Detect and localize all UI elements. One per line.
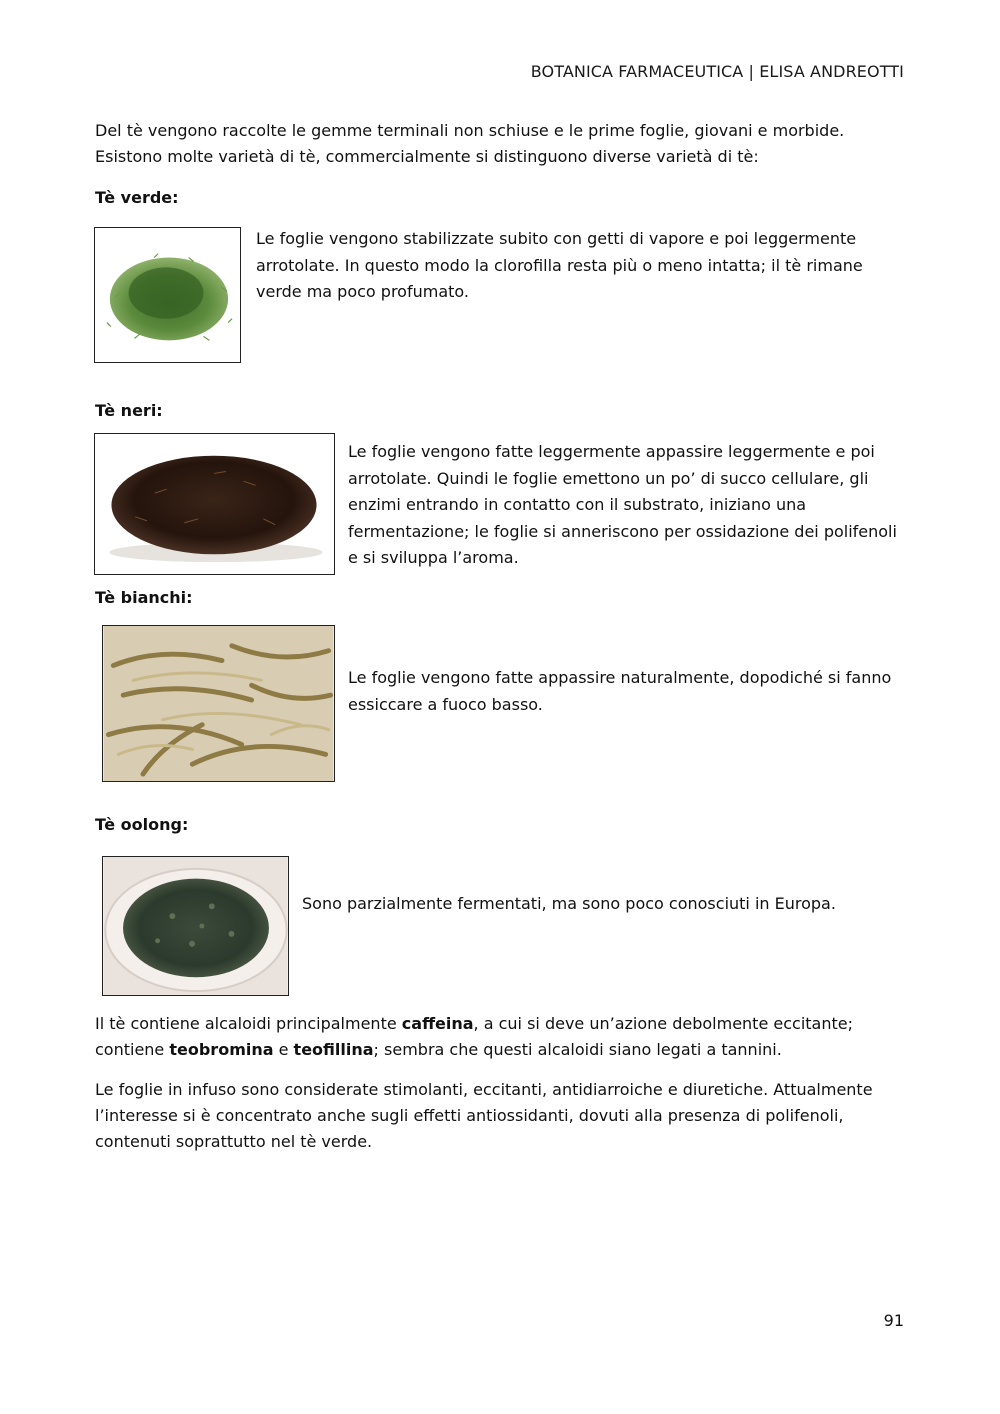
oolong-tea-illustration bbox=[103, 857, 288, 995]
white-tea-illustration bbox=[103, 626, 334, 781]
white-tea-photo bbox=[102, 625, 335, 782]
alkaloids-text-3: contiene bbox=[95, 1040, 170, 1059]
alkaloids-text-5: ; sembra che questi alcaloidi siano legati a tannini. bbox=[373, 1040, 782, 1059]
alkaloids-text-2: , a cui si deve un’azione debolmente eccitante; bbox=[473, 1014, 853, 1033]
alkaloids-text-1: Il tè contiene alcaloidi principalmente bbox=[95, 1014, 402, 1033]
teobromina-term: teobromina bbox=[169, 1040, 274, 1059]
effects-line-2: l’interesse si è concentrato anche sugli effetti antiossidanti, dovuti alla presenza di polifenoli, bbox=[95, 1106, 844, 1125]
heading-te-neri: Tè neri: bbox=[95, 401, 163, 420]
running-header: BOTANICA FARMACEUTICA | ELISA ANDREOTTI bbox=[530, 62, 904, 81]
te-oolong-description: Sono parzialmente fermentati, ma sono poco conosciuti in Europa. bbox=[302, 894, 836, 913]
effects-line-1: Le foglie in infuso sono considerate stimolanti, eccitanti, antidiarroiche e diuretiche. Attualmente bbox=[95, 1080, 873, 1099]
intro-paragraph bbox=[95, 118, 905, 170]
te-verde-description: Le foglie vengono stabilizzate subito con getti di vapore e poi leggermente arrotolate. In questo modo la clorofilla resta più o meno intatta; il tè rimane verde ma poco profumato. bbox=[256, 229, 863, 301]
green-tea-illustration bbox=[95, 228, 240, 362]
alkaloids-line-2 bbox=[95, 1037, 905, 1063]
green-tea-photo bbox=[94, 227, 241, 363]
intro-line-2: Esistono molte varietà di tè, commercialmente si distinguono diverse varietà di tè: bbox=[95, 147, 759, 166]
alkaloids-paragraph bbox=[95, 1011, 905, 1063]
black-tea-photo bbox=[94, 433, 335, 575]
te-neri-description: Le foglie vengono fatte leggermente appassire leggermente e poi arrotolate. Quindi le foglie emettono un po’ di succo cellulare, gli enzimi entrando in contatto con il substrato, iniziano una fermentazione; le foglie si anneriscono per ossidazione dei polifenoli e si sviluppa l’aroma. bbox=[348, 442, 897, 567]
effects-line-3: contenuti soprattutto nel tè verde. bbox=[95, 1132, 373, 1151]
alkaloids-line-1 bbox=[95, 1011, 905, 1037]
page-number: 91 bbox=[883, 1311, 904, 1330]
caffeina-term: caffeina bbox=[401, 1014, 474, 1033]
oolong-tea-photo bbox=[102, 856, 289, 996]
heading-te-oolong: Tè oolong: bbox=[95, 815, 189, 834]
heading-te-bianchi: Tè bianchi: bbox=[95, 588, 193, 607]
te-bianchi-description: Le foglie vengono fatte appassire naturalmente, dopodiché si fanno essiccare a fuoco basso. bbox=[348, 668, 892, 714]
black-tea-illustration bbox=[95, 434, 334, 574]
heading-te-verde: Tè verde: bbox=[95, 188, 179, 207]
intro-line-1: Del tè vengono raccolte le gemme terminali non schiuse e le prime foglie, giovani e morbide. bbox=[95, 121, 845, 140]
effects-paragraph bbox=[95, 1077, 910, 1155]
alkaloids-text-4: e bbox=[273, 1040, 294, 1059]
teofillina-term: teofillina bbox=[293, 1040, 374, 1059]
